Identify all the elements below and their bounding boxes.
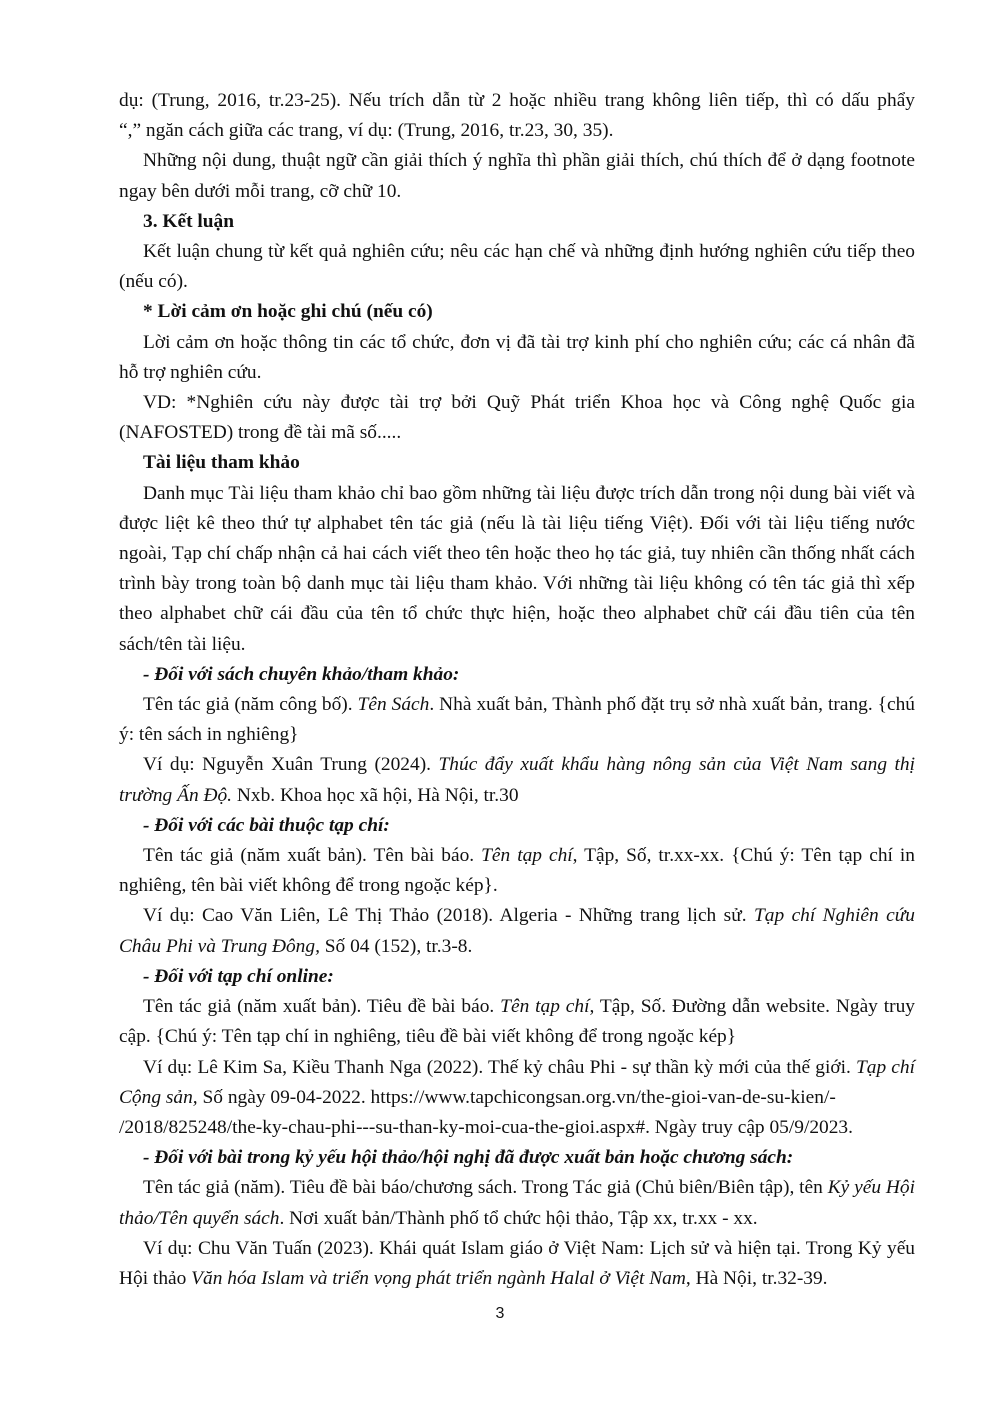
paragraph-book-example: [119, 750, 915, 810]
text-segment: Số ngày 09-04-2022. https://www.tapchicongsan.org.vn/the-gioi-van-de-su-kien/-: [197, 1086, 836, 1108]
italic-segment: Tạp chí Cộng sản,: [119, 1056, 915, 1108]
text-segment: Tên tác giả (năm xuất bản). Tên bài báo.: [143, 845, 482, 867]
italic-segment: Tên tạp chí: [500, 996, 590, 1018]
subheading-online-journal: - Đối với tạp chí online:: [143, 965, 334, 987]
paragraph-online-format: [119, 992, 915, 1052]
paragraph-conclusion: Kết luận chung từ kết quả nghiên cứu; nêu các hạn chế và những định hướng nghiên cứu tiếp theo (nếu có).: [119, 241, 915, 293]
text-segment: /2018/825248/the-ky-chau-phi---su-than-ky-moi-cua-the-gioi.aspx#. Ngày truy cập 05/9/2023.: [119, 1116, 853, 1138]
text-segment: Số 04 (152), tr.3-8.: [319, 935, 473, 957]
paragraph-online-example: [119, 1053, 915, 1144]
text-segment: Tên tác giả (năm). Tiêu đề bài báo/chương sách. Trong Tác giả (Chủ biên/Biên tập), tên: [143, 1177, 828, 1199]
paragraph-book-format: [119, 690, 915, 750]
text-segment: Ví dụ: Chu Văn Tuấn (2023). Khái quát Islam giáo ở Việt Nam: Lịch sử và hiện tại. Trong Kỷ yếu Hội thảo: [119, 1237, 915, 1289]
paragraph-continuation: dụ: (Trung, 2016, tr.23-25). Nếu trích dẫn từ 2 hoặc nhiều trang không liên tiếp, thì có dấu phẩy: [119, 90, 915, 111]
subheading-journal: - Đối với các bài thuộc tạp chí:: [143, 814, 390, 836]
text-segment: Ví dụ: Lê Kim Sa, Kiều Thanh Nga (2022). Thế kỷ châu Phi - sự thần kỳ mới của thế giới.: [143, 1056, 856, 1078]
text-segment: Tên tác giả (năm xuất bản). Tiêu đề bài báo.: [143, 996, 501, 1018]
heading-conclusion: 3. Kết luận: [143, 210, 235, 232]
text-segment: , Hà Nội, tr.32-39.: [685, 1267, 828, 1289]
document-page: [119, 86, 915, 1294]
italic-segment: Tạp chí Nghiên cứu Châu Phi và Trung Đông,: [119, 905, 915, 957]
italic-segment: Văn hóa Islam và triển vọng phát triển ngành Halal ở Việt Nam: [191, 1267, 686, 1289]
text-segment: Tên tác giả (năm công bố).: [143, 694, 358, 716]
text-segment: Ví dụ: Nguyễn Xuân Trung (2024).: [143, 754, 439, 776]
paragraph-footnote-rule: Những nội dung, thuật ngữ cần giải thích ý nghĩa thì phần giải thích, chú thích để ở dạng footnote ngay bên dưới mỗi trang, cỡ chữ 10.: [119, 150, 915, 202]
text-segment: . Nơi xuất bản/Thành phố tổ chức hội thảo, Tập xx, tr.xx - xx.: [279, 1207, 758, 1229]
paragraph-journal-example: [119, 901, 915, 961]
paragraph-proceedings-example: [119, 1234, 915, 1294]
italic-segment: Tên tạp chí: [481, 845, 573, 867]
subheading-proceedings: - Đối với bài trong kỷ yếu hội thảo/hội nghị đã được xuất bản hoặc chương sách:: [143, 1147, 794, 1169]
heading-references: Tài liệu tham khảo: [143, 452, 300, 474]
italic-segment: Tên Sách: [357, 694, 430, 716]
italic-segment: Thúc đẩy xuất khẩu hàng nông sản của Việt Nam sang thị trường Ấn Độ.: [119, 754, 915, 806]
subheading-books: - Đối với sách chuyên khảo/tham khảo:: [143, 663, 460, 685]
paragraph-acknowledgement-example: VD: *Nghiên cứu này được tài trợ bởi Quỹ Phát triển Khoa học và Công nghệ Quốc gia (NAFOSTED) trong đề tài mã số.....: [119, 392, 915, 444]
paragraph-references-rules: Danh mục Tài liệu tham khảo chỉ bao gồm những tài liệu được trích dẫn trong nội dung bài viết và được liệt kê theo thứ tự alphabet tên tác giả (nếu là tài liệu tiếng Việt). Đối với tài liệu tiếng nước ngoài, Tạp chí chấp nhận cả hai cách viết theo tên hoặc theo họ tác giả, tuy nhiên cần thống nhất cách trình bày trong toàn bộ danh mục tài liệu tham khảo. Với những tài liệu không có tên tác giả thì xếp theo alphabet chữ cái đầu của tên tổ chức thực hiện, hoặc theo alphabet chữ cái đầu tiên của tên sách/tên tài liệu.: [119, 482, 915, 655]
text-segment: , Tập, Số, tr.xx-xx. {Chú ý: Tên tạp chí in nghiêng, tên bài viết không để trong ngoặc kép}.: [119, 845, 915, 897]
paragraph-acknowledgement: Lời cảm ơn hoặc thông tin các tổ chức, đơn vị đã tài trợ kinh phí cho nghiên cứu; các cá nhân đã hỗ trợ nghiên cứu.: [119, 331, 915, 383]
text-segment: , Tập, Số. Đường dẫn website. Ngày truy cập. {Chú ý: Tên tạp chí in nghiêng, tiêu đề bài viết không để trong ngoặc kép}: [119, 996, 915, 1048]
italic-segment: Kỷ yếu Hội thảo/Tên quyển sách: [119, 1177, 916, 1229]
heading-acknowledgement: * Lời cảm ơn hoặc ghi chú (nếu có): [143, 301, 433, 323]
page-number: 3: [495, 1305, 505, 1322]
paragraph-journal-format: [119, 841, 915, 901]
text-segment: . Nhà xuất bản, Thành phố đặt trụ sở nhà xuất bản, trang. {chú ý: tên sách in nghiêng}: [119, 694, 915, 746]
paragraph-proceedings-format: [119, 1173, 915, 1233]
text-segment: Nxb. Khoa học xã hội, Hà Nội, tr.30: [232, 784, 519, 806]
text-segment: Ví dụ: Cao Văn Liên, Lê Thị Thảo (2018). Algeria - Những trang lịch sử.: [143, 905, 754, 927]
paragraph-continuation-end: “,” ngăn cách giữa các trang, ví dụ: (Trung, 2016, tr.23, 30, 35).: [119, 120, 614, 142]
